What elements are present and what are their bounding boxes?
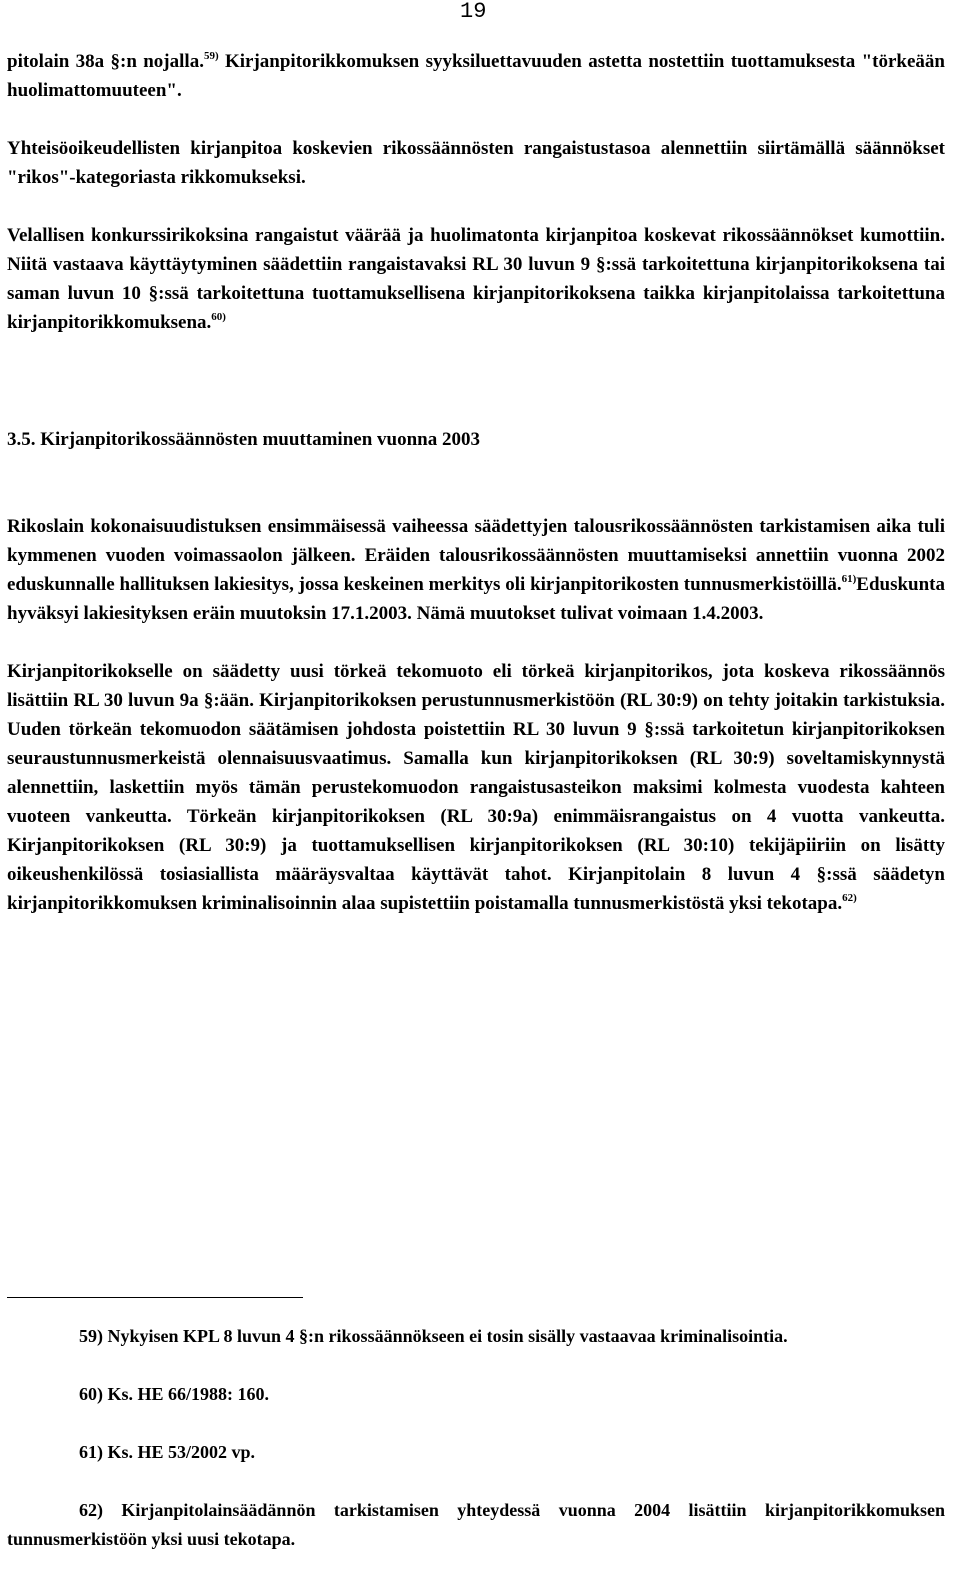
section-paragraph-1	[7, 512, 945, 628]
footnotes	[7, 1322, 945, 1554]
paragraph-3	[7, 221, 945, 337]
body-text	[7, 47, 945, 918]
section-paragraph-1-text-a: Rikoslain kokonaisuudistuksen ensimmäisessä vaiheessa säädettyjen talousrikossäännösten tarkistamisen aika tuli kymmenen vuoden voimassaolon jälkeen. Eräiden talousrikossäännösten muuttamiseksi annettiin vuonna 2002 eduskunnalle hallituksen lakiesitys, jossa keskeinen merkitys oli kirjanpitorikosten tunnusmerkistöillä.	[7, 516, 945, 595]
section-heading: 3.5. Kirjanpitorikossäännösten muuttaminen vuonna 2003	[7, 429, 480, 450]
paragraph-2: Yhteisöoikeudellisten kirjanpitoa koskevien rikossäännösten rangaistustasoa alennettiin siirtämällä säännökset "rikos"-kategoriasta rikkomukseksi.	[7, 138, 945, 188]
footnote-60: 60) Ks. HE 66/1988: 160.	[79, 1384, 270, 1404]
paragraph-1-text-b: Kirjanpitorikkomuksen syyksiluettavuuden astetta nostettiin tuottamuksesta "törkeään huolimattomuuteen".	[7, 51, 945, 101]
paragraph-1-text-a: pitolain 38a §:n nojalla.	[7, 51, 204, 72]
footnote-ref-60: 60)	[211, 311, 226, 323]
section-paragraph-2-text: Kirjanpitorikokselle on säädetty uusi törkeä tekomuoto eli törkeä kirjanpitorikos, jota koskeva rikossäännös lisättiin RL 30 luvun 9a §:ään. Kirjanpitorikoksen perustunnusmerkistöön (RL 30:9) on tehty joitakin tarkistuksia. Uuden törkeän tekomuodon säätämisen johdosta poistettiin RL 30 luvun 9 §:ssä tarkoitetun kirjanpitorikoksen seuraustunnusmerkeistä olennaisuusvaatimus. Samalla kun kirjanpitorikoksen (RL 30:9) soveltamiskynnystä alennettiin, laskettiin myös tämän perustekomuodon rangaistusasteikon maksimi kolmesta vuodesta kahteen vuoteen vankeutta. Törkeän kirjanpitorikoksen (RL 30:9a) enimmäisrangaistus on 4 vuotta vankeutta. Kirjanpitorikoksen (RL 30:9) ja tuottamuksellisen kirjanpitorikoksen (RL 30:10) tekijäpiiriin on lisätty oikeushenkilössä tosiasiallista määräysvaltaa käyttävät tahot. Kirjanpitolain 8 luvun 4 §:ssä säädetyn kirjanpitorikkomuksen kriminalisoinnin alaa supistettiin poistamalla tunnusmerkistöstä yksi tekotapa.	[7, 661, 945, 914]
page-number: 19	[460, 0, 487, 24]
footnote-61: 61) Ks. HE 53/2002 vp.	[79, 1442, 256, 1462]
section-paragraph-2	[7, 657, 945, 918]
footnote-ref-59: 59)	[203, 50, 219, 62]
section-paragraph-1-text-b: Eduskunta hyväksyi lakiesityksen eräin muutoksin 17.1.2003. Nämä muutokset tulivat voimaan 1.4.2003.	[7, 574, 945, 624]
footnote-ref-61: 61)	[841, 573, 857, 585]
footnote-59: 59) Nykyisen KPL 8 luvun 4 §:n rikossäännökseen ei tosin sisälly vastaavaa kriminalisointia.	[79, 1326, 788, 1346]
footnote-ref-62: 62)	[842, 892, 857, 904]
paragraph-1	[7, 47, 945, 105]
paragraph-3-text: Velallisen konkurssirikoksina rangaistut väärää ja huolimatonta kirjanpitoa koskevat rikossäännökset kumottiin. Niitä vastaava käyttäytyminen säädettiin rangaistavaksi RL 30 luvun 9 §:ssä tarkoitettuna kirjanpitorikoksena tai saman luvun 10 §:ssä tarkoitettuna tuottamuksellisena kirjanpitorikoksena taikka kirjanpitolaissa tarkoitettuna kirjanpitorikkomuksena.	[7, 225, 945, 333]
footnote-62: 62) Kirjanpitolainsäädännön tarkistamisen yhteydessä vuonna 2004 lisättiin kirjanpitorikkomuksen tunnusmerkistöön yksi uusi tekotapa.	[7, 1500, 945, 1549]
footnote-separator	[7, 1297, 303, 1298]
